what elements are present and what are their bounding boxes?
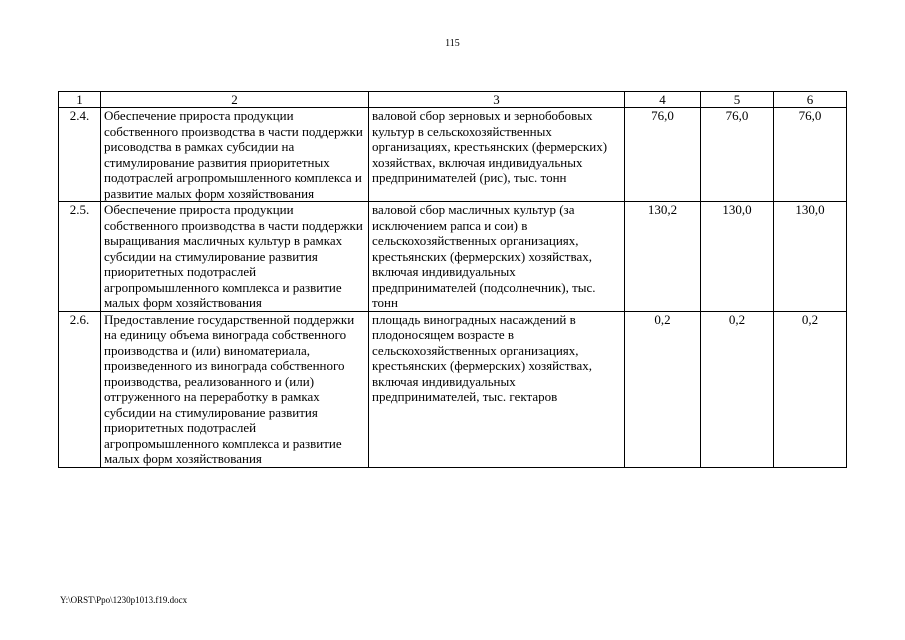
row-description: Предоставление государственной поддержки на единицу объема винограда собственного производства и (или) виноматериала, произведенного из винограда собственного производства, реализованного и (или) отгруженного на переработку в рамках субсидии на стимулирование развития приоритетных подотраслей агропромышленного комплекса и развитие малых форм хозяйствования: [101, 311, 369, 467]
table-row: [59, 202, 847, 312]
table-row: [59, 108, 847, 202]
row-value-col5: 0,2: [701, 311, 774, 467]
row-description: Обеспечение прироста продукции собственного производства в части поддержки рисоводства в рамках субсидии на стимулирование развития приоритетных подотраслей агропромышленного комплекса и развитие малых форм хозяйствования: [101, 108, 369, 202]
row-value-col5: 76,0: [701, 108, 774, 202]
row-number: 2.4.: [59, 108, 101, 202]
column-header-2: 2: [101, 92, 369, 108]
row-indicator: площадь виноградных насаждений в плодоносящем возрасте в сельскохозяйственных организациях, крестьянских (фермерских) хозяйствах, включая индивидуальных предпринимателей, тыс. гектаров: [369, 311, 625, 467]
data-table: [58, 91, 847, 468]
row-indicator: валовой сбор масличных культур (за исключением рапса и сои) в сельскохозяйственных организациях, крестьянских (фермерских) хозяйствах, включая индивидуальных предпринимателей (подсолнечник), тыс. тонн: [369, 202, 625, 312]
row-description: Обеспечение прироста продукции собственного производства в части поддержки выращивания масличных культур в рамках субсидии на стимулирование развития приоритетных подотраслей агропромышленного комплекса и развитие малых форм хозяйствования: [101, 202, 369, 312]
row-value-col4: 0,2: [625, 311, 701, 467]
column-header-3: 3: [369, 92, 625, 108]
row-number: 2.6.: [59, 311, 101, 467]
row-value-col6: 130,0: [774, 202, 847, 312]
table-header-row: [59, 92, 847, 108]
column-header-5: 5: [701, 92, 774, 108]
row-indicator: валовой сбор зерновых и зернобобовых культур в сельскохозяйственных организациях, крестьянских (фермерских) хозяйствах, включая индивидуальных предпринимателей (рис), тыс. тонн: [369, 108, 625, 202]
column-header-6: 6: [774, 92, 847, 108]
column-header-1: 1: [59, 92, 101, 108]
row-value-col4: 76,0: [625, 108, 701, 202]
row-value-col5: 130,0: [701, 202, 774, 312]
file-path-footer: Y:\ORST\Ppo\1230p1013.f19.docx: [60, 595, 188, 605]
page-number: 115: [445, 38, 460, 49]
row-value-col6: 76,0: [774, 108, 847, 202]
table-row: [59, 311, 847, 467]
column-header-4: 4: [625, 92, 701, 108]
row-value-col4: 130,2: [625, 202, 701, 312]
row-value-col6: 0,2: [774, 311, 847, 467]
row-number: 2.5.: [59, 202, 101, 312]
